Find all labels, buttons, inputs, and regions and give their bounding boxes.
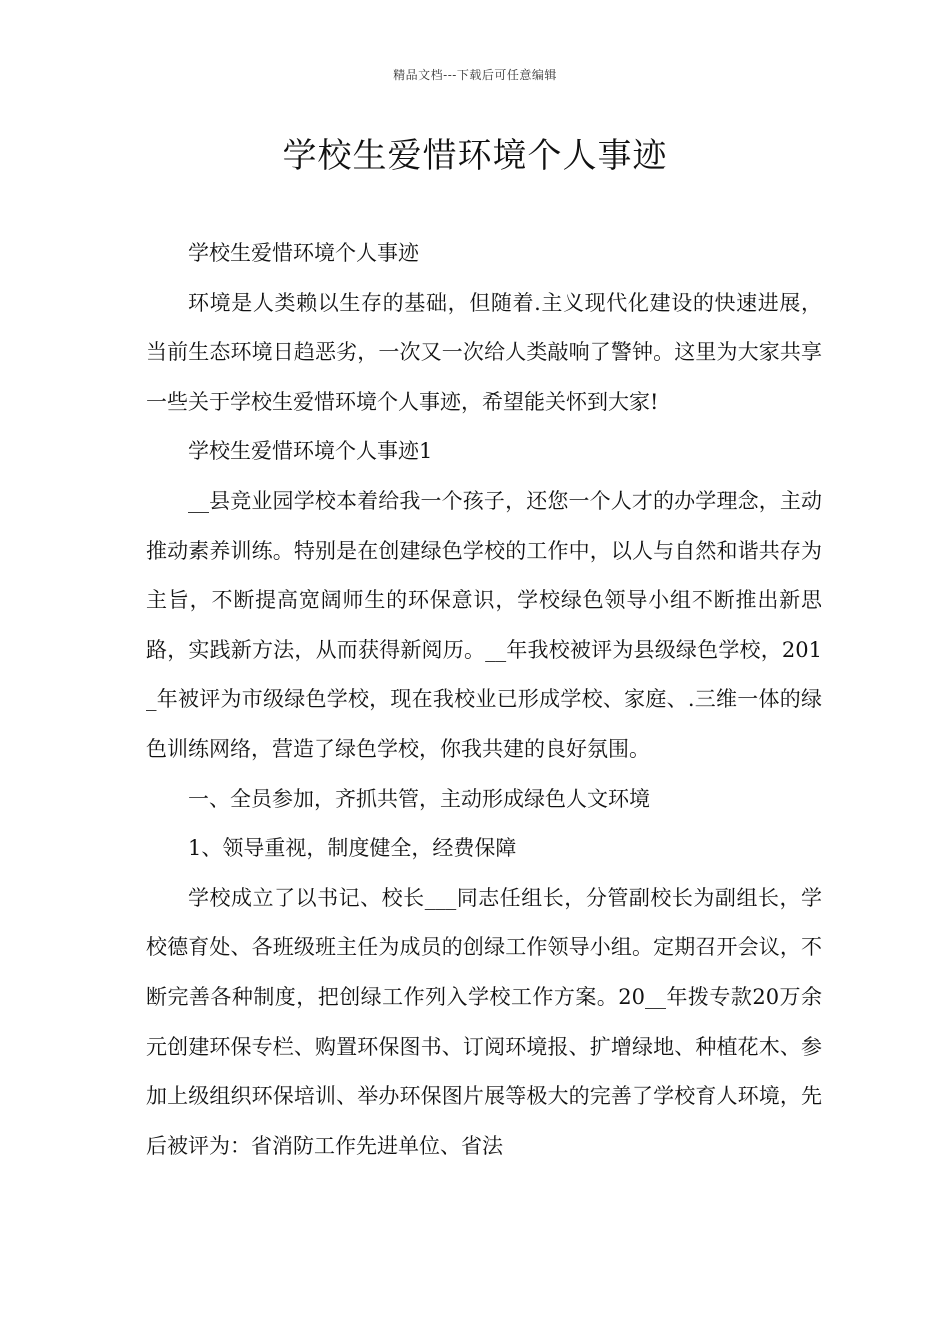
body-paragraph: __县竞业园学校本着给我一个孩子，还您一个人才的办学理念，主动推动素养训练。特别是在创建绿色学校的工作中，以人与自然和谐共存为主旨，不断提高宽阔师生的环保意识，学校绿色领导小组不断推出新思路，实践新方法，从而获得新阅历。__年我校被评为县级绿色学校，201_年被评为市级绿色学校，现在我校业已形成学校、家庭、.三维一体的绿色训练网络，营造了绿色学校，你我共建的良好氛围。	[146, 488, 822, 761]
item-heading: 1、领导重视，制度健全，经费保障	[188, 836, 517, 861]
document-body	[146, 229, 822, 1171]
intro-paragraph: 环境是人类赖以生存的基础，但随着.主义现代化建设的快速进展，当前生态环境日趋恶劣，一次又一次给人类敲响了警钟。这里为大家共享一些关于学校生爱惜环境个人事迹，希望能关怀到大家!	[146, 290, 822, 414]
subtitle-paragraph: 学校生爱惜环境个人事迹	[188, 241, 419, 265]
document-title: 学校生爱惜环境个人事迹	[282, 136, 668, 176]
header-note: 精品文档---下载后可任意编辑	[393, 68, 557, 82]
body-paragraph: 学校成立了以书记、校长___同志任组长，分管副校长为副组长，学校德育处、各班级班主任为成员的创绿工作领导小组。定期召开会议，不断完善各种制度，把创绿工作列入学校工作方案。20__年拨专款20万余元创建环保专栏、购置环保图书、订阅环境报、扩增绿地、种植花木、参加上级组织环保培训、举办环保图片展等极大的完善了学校育人环境，先后被评为：省消防工作先进单位、省法	[146, 885, 822, 1158]
subsection-heading: 一、全员参加，齐抓共管，主动形成绿色人文环境	[188, 786, 650, 811]
section-heading: 学校生爱惜环境个人事迹1	[188, 439, 433, 464]
